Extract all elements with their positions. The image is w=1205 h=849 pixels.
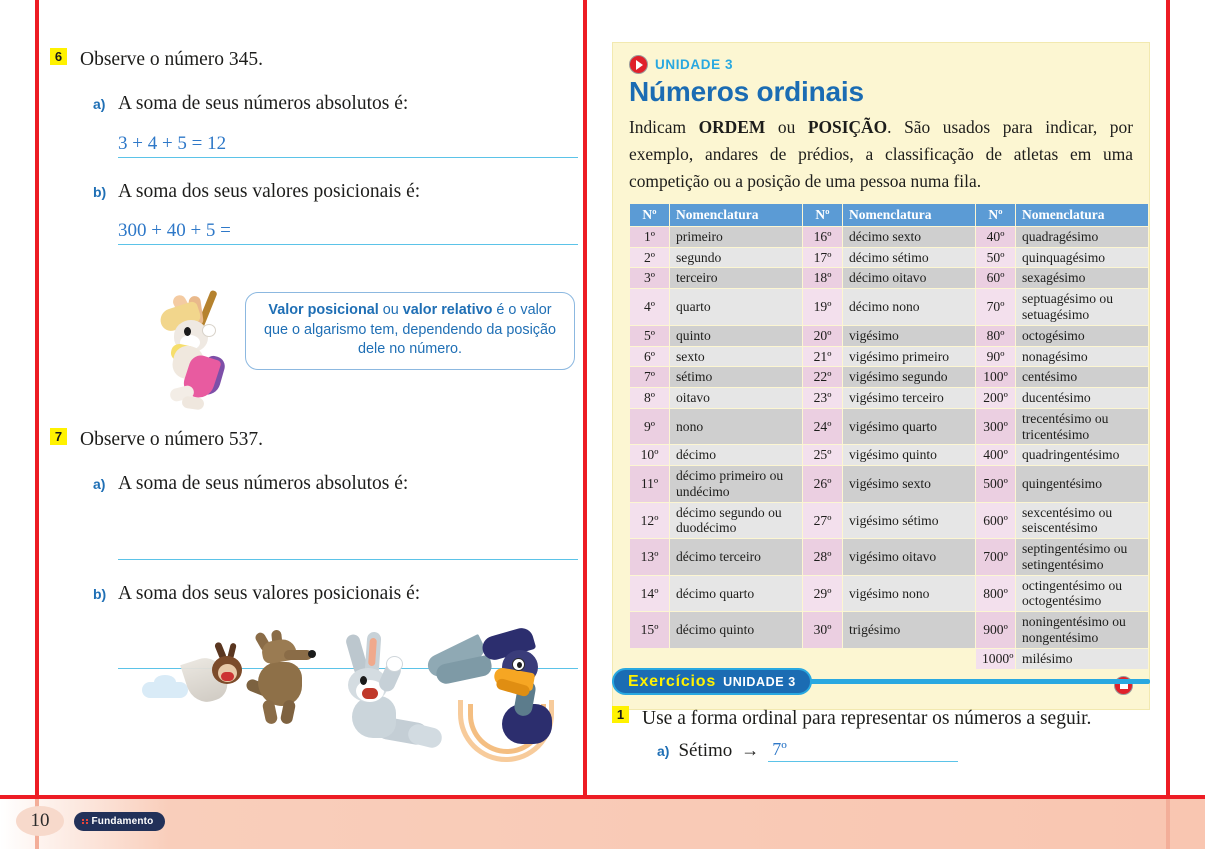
desc-bold-ordem: ORDEM	[698, 117, 766, 137]
table-cell-name: décimo quinto	[670, 612, 803, 649]
table-row	[630, 466, 1149, 503]
table-header-cell: Nº	[630, 203, 670, 226]
exercicios-body	[612, 706, 1150, 762]
table-cell-name: oitavo	[670, 388, 803, 409]
callout-bold-2: valor relativo	[402, 302, 493, 318]
question-6	[50, 48, 578, 72]
table-cell-name: quinquagésimo	[1016, 247, 1149, 268]
table-cell-number: 16º	[803, 226, 843, 247]
table-header-row	[630, 203, 1149, 226]
table-cell-number: 200º	[976, 388, 1016, 409]
desc-part-1: Indicam	[629, 117, 699, 137]
table-cell-name: décimo terceiro	[670, 539, 803, 576]
table-cell-number: 900º	[976, 612, 1016, 649]
lola-bunny-mascot-icon	[140, 294, 250, 414]
exercicios-label: Exercícios	[628, 672, 717, 690]
question-6-number: 6	[50, 48, 67, 65]
cloud-icon	[142, 682, 188, 698]
table-cell-number: 21º	[803, 346, 843, 367]
table-cell-name: octingentésimo ou octogentésimo	[1016, 575, 1149, 612]
table-cell-name: vigésimo sexto	[843, 466, 976, 503]
table-cell-name: quingentésimo	[1016, 466, 1149, 503]
table-cell-number: 29º	[803, 575, 843, 612]
footer-band	[0, 795, 1205, 849]
question-6-item-b	[93, 180, 578, 204]
table-cell-name: sexcentésimo ou seiscentésimo	[1016, 502, 1149, 539]
exercise-1-item-a	[657, 739, 1150, 762]
table-row	[630, 575, 1149, 612]
ordinal-numbers-table	[629, 203, 1149, 670]
table-row	[630, 346, 1149, 367]
table-cell-number: 1000º	[976, 648, 1016, 669]
item-b-letter: b)	[93, 183, 107, 200]
item-b-letter: b)	[93, 585, 107, 602]
table-cell-name: nono	[670, 408, 803, 445]
question-7-a-answer-line[interactable]	[118, 533, 578, 560]
table-cell-number: 500º	[976, 466, 1016, 503]
table-row	[630, 502, 1149, 539]
table-cell-number: 9º	[630, 408, 670, 445]
table-cell-number: 700º	[976, 539, 1016, 576]
desc-bold-posicao: POSIÇÃO	[807, 117, 888, 137]
table-cell-number: 12º	[630, 502, 670, 539]
table-row	[630, 367, 1149, 388]
unit-tag	[629, 55, 1133, 74]
table-cell-number: 25º	[803, 445, 843, 466]
exercicios-unit-label: UNIDADE 3	[723, 674, 796, 689]
table-cell-name: décimo sétimo	[843, 247, 976, 268]
table-row	[630, 648, 1149, 669]
callout-mid-1: ou	[378, 302, 403, 318]
table-cell-name: noningentésimo ou nongentésimo	[1016, 612, 1149, 649]
table-header-cell: Nomenclatura	[843, 203, 976, 226]
table-cell-name: vigésimo quarto	[843, 408, 976, 445]
table-cell-name: milésimo	[1016, 648, 1149, 669]
table-cell-name: primeiro	[670, 226, 803, 247]
table-row	[630, 612, 1149, 649]
table-cell-name: vigésimo primeiro	[843, 346, 976, 367]
brand-dots-icon	[82, 819, 88, 825]
table-row	[630, 445, 1149, 466]
page-border-left	[35, 0, 39, 795]
table-cell-name: quarto	[670, 289, 803, 326]
table-cell-number: 70º	[976, 289, 1016, 326]
table-cell-number: 400º	[976, 445, 1016, 466]
table-cell-name: ducentésimo	[1016, 388, 1149, 409]
table-cell-name: vigésimo terceiro	[843, 388, 976, 409]
table-cell-name: quinto	[670, 325, 803, 346]
table-cell-number: 3º	[630, 268, 670, 289]
question-7-text: Observe o número 537.	[80, 429, 264, 450]
table-cell-number: 18º	[803, 268, 843, 289]
table-cell-number: 15º	[630, 612, 670, 649]
item-a-letter: a)	[93, 96, 106, 113]
table-cell-name: trigésimo	[843, 612, 976, 649]
table-cell-number: 60º	[976, 268, 1016, 289]
table-cell-name: décimo sexto	[843, 226, 976, 247]
table-cell-name: vigésimo quinto	[843, 445, 976, 466]
table-row	[630, 226, 1149, 247]
table-cell-number: 22º	[803, 367, 843, 388]
item-a-letter: a)	[93, 476, 106, 493]
table-cell-number: 300º	[976, 408, 1016, 445]
exercise-1-a-letter: a)	[657, 742, 670, 759]
item-a-text: A soma de seus números absolutos é:	[118, 93, 409, 115]
desc-part-3: . São usados para indicar, por exemplo, andares de prédios, a classificação de atletas em uma competição ou a posição de uma pessoa numa fila.	[629, 117, 1133, 191]
question-6-a-answer-line[interactable]: 3 + 4 + 5 = 12	[118, 131, 578, 158]
table-cell-number: 50º	[976, 247, 1016, 268]
table-row	[630, 408, 1149, 445]
table-row	[630, 289, 1149, 326]
exercise-1-text: Use a forma ordinal para representar os números a seguir.	[642, 708, 1092, 729]
road-runner-character-icon	[420, 630, 570, 765]
table-cell-number	[630, 648, 670, 669]
table-cell-name: segundo	[670, 247, 803, 268]
table-cell-name: terceiro	[670, 268, 803, 289]
exercise-question-1	[612, 706, 1150, 731]
table-cell-number	[803, 648, 843, 669]
table-cell-name: octogésimo	[1016, 325, 1149, 346]
item-a-text: A soma de seus números absolutos é:	[118, 473, 409, 495]
exercise-1-a-answer-field[interactable]: 7º	[768, 739, 958, 762]
question-6-item-a	[93, 92, 578, 116]
table-header-cell: Nº	[803, 203, 843, 226]
callout-rest: é o valor que o algarismo tem, dependendo da posição dele no número.	[263, 302, 556, 358]
question-7-item-a	[93, 472, 578, 496]
table-cell-name: décimo	[670, 445, 803, 466]
table-cell-number: 13º	[630, 539, 670, 576]
page-border-right	[1166, 0, 1170, 795]
table-cell-number: 1º	[630, 226, 670, 247]
table-cell-name	[843, 648, 976, 669]
table-cell-name: nonagésimo	[1016, 346, 1149, 367]
item-b-text: A soma dos seus valores posicionais é:	[118, 582, 421, 604]
coyote-character-icon	[250, 638, 320, 728]
table-cell-name: décimo segundo ou duodécimo	[670, 502, 803, 539]
table-cell-number: 8º	[630, 388, 670, 409]
page-number: 10	[16, 806, 64, 836]
table-cell-number: 80º	[976, 325, 1016, 346]
table-cell-name: vigésimo sétimo	[843, 502, 976, 539]
play-icon	[629, 55, 648, 74]
table-cell-number: 100º	[976, 367, 1016, 388]
table-cell-number: 23º	[803, 388, 843, 409]
table-cell-number: 14º	[630, 575, 670, 612]
table-cell-name: décimo quarto	[670, 575, 803, 612]
looney-tunes-race-illustration	[130, 630, 570, 795]
callout-group	[140, 292, 610, 417]
unit-panel	[612, 42, 1150, 710]
brand-logo	[74, 812, 165, 831]
question-7	[50, 428, 578, 452]
table-cell-number: 26º	[803, 466, 843, 503]
table-header-cell: Nomenclatura	[1016, 203, 1149, 226]
footer-stub-right	[1166, 799, 1170, 849]
table-cell-name: quadragésimo	[1016, 226, 1149, 247]
table-cell-number: 20º	[803, 325, 843, 346]
table-cell-number: 24º	[803, 408, 843, 445]
table-cell-name: sétimo	[670, 367, 803, 388]
table-cell-name	[670, 648, 803, 669]
question-7-item-b	[93, 582, 578, 606]
table-cell-number: 30º	[803, 612, 843, 649]
table-header-cell: Nº	[976, 203, 1016, 226]
table-cell-name: trecentésimo ou tricentésimo	[1016, 408, 1149, 445]
question-7-number: 7	[50, 428, 67, 445]
table-cell-name: vigésimo oitavo	[843, 539, 976, 576]
table-cell-number: 11º	[630, 466, 670, 503]
table-cell-number: 7º	[630, 367, 670, 388]
table-cell-number: 90º	[976, 346, 1016, 367]
table-row	[630, 539, 1149, 576]
table-cell-number: 28º	[803, 539, 843, 576]
taz-character-icon	[208, 640, 244, 686]
table-cell-number: 6º	[630, 346, 670, 367]
exercise-1-a-term: Sétimo	[678, 739, 733, 761]
callout-bold-1: Valor posicional	[268, 302, 379, 318]
table-body	[630, 226, 1149, 669]
table-cell-name: sexagésimo	[1016, 268, 1149, 289]
table-cell-name: vigésimo nono	[843, 575, 976, 612]
table-cell-name: décimo primeiro ou undécimo	[670, 466, 803, 503]
arrow-right-icon: →	[741, 740, 760, 761]
brand-label: Fundamento	[91, 816, 154, 827]
exercise-1-number: 1	[612, 706, 629, 723]
table-cell-number: 40º	[976, 226, 1016, 247]
table-row	[630, 247, 1149, 268]
table-cell-name: sexto	[670, 346, 803, 367]
table-cell-name: décimo nono	[843, 289, 976, 326]
desc-part-2: ou	[765, 117, 808, 137]
table-cell-name: septingentésimo ou setingentésimo	[1016, 539, 1149, 576]
unit-description	[629, 114, 1133, 195]
table-header-cell: Nomenclatura	[670, 203, 803, 226]
callout-box	[245, 292, 575, 370]
table-row	[630, 388, 1149, 409]
table-cell-number: 600º	[976, 502, 1016, 539]
table-cell-number: 5º	[630, 325, 670, 346]
question-6-text: Observe o número 345.	[80, 49, 264, 70]
table-cell-name: vigésimo segundo	[843, 367, 976, 388]
table-cell-name: centésimo	[1016, 367, 1149, 388]
unit-tag-label: UNIDADE 3	[655, 57, 734, 72]
table-cell-number: 800º	[976, 575, 1016, 612]
table-cell-number: 10º	[630, 445, 670, 466]
table-cell-name: vigésimo	[843, 325, 976, 346]
table-row	[630, 325, 1149, 346]
table-cell-name: quadringentésimo	[1016, 445, 1149, 466]
table-cell-name: septuagésimo ou setuagésimo	[1016, 289, 1149, 326]
table-row	[630, 268, 1149, 289]
table-cell-number: 17º	[803, 247, 843, 268]
table-cell-number: 2º	[630, 247, 670, 268]
table-cell-number: 27º	[803, 502, 843, 539]
item-b-text: A soma dos seus valores posicionais é:	[118, 180, 421, 202]
table-cell-name: décimo oitavo	[843, 268, 976, 289]
unit-title: Números ordinais	[629, 76, 864, 107]
table-cell-number: 4º	[630, 289, 670, 326]
exercicios-pill	[612, 668, 812, 695]
footer-rule	[0, 795, 1205, 799]
exercicios-banner	[612, 668, 1150, 696]
table-cell-number: 19º	[803, 289, 843, 326]
question-6-b-answer-line[interactable]: 300 + 40 + 5 =	[118, 218, 578, 245]
left-column	[50, 0, 578, 795]
